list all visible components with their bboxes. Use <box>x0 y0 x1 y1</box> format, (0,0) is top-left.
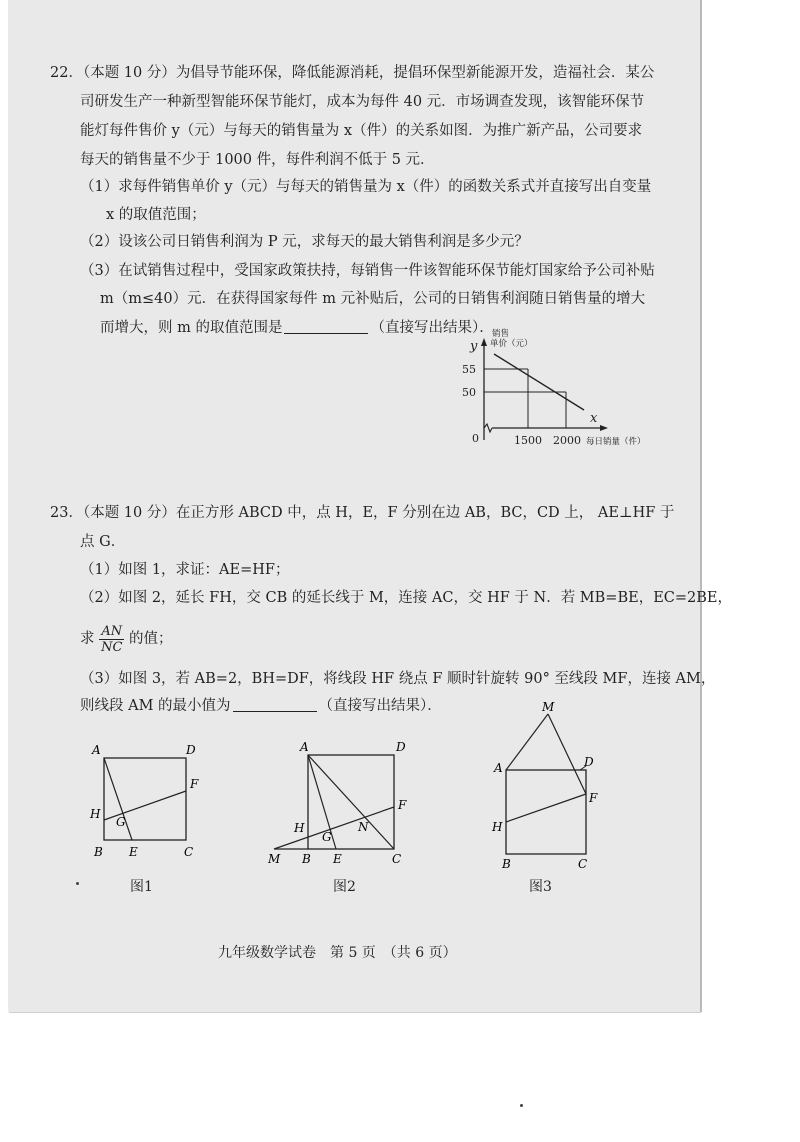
label-d: D <box>396 740 406 754</box>
tick-1500: 1500 <box>514 434 542 447</box>
label-e: E <box>129 845 138 859</box>
tick-50: 50 <box>462 386 476 399</box>
graph-xlabel: 每日销量（件） <box>586 437 646 447</box>
sheet-edge <box>700 0 702 1012</box>
tick-55: 55 <box>462 363 476 376</box>
q22-part3-line3 <box>100 319 494 337</box>
q22-line2: 司研发生产一种新型智能环保节能灯，成本为每件 40 元．市场调查发现，该智能环保节 <box>80 94 645 110</box>
label-g: G <box>116 815 126 829</box>
q23-part3-suffix: （直接写出结果）． <box>318 698 442 714</box>
graph-x-letter: x <box>590 411 598 426</box>
figure-2 <box>264 733 424 865</box>
graph-y-letter: y <box>470 339 478 354</box>
label-c: C <box>184 845 194 859</box>
tick-2000: 2000 <box>553 434 581 447</box>
page-footer: 九年级数学试卷 第 5 页 （共 6 页） <box>218 945 457 961</box>
q23-part2-ask <box>80 622 173 656</box>
x-axis-arrow <box>600 425 608 431</box>
label-f: F <box>398 798 407 812</box>
q23-part2: （2）如图 2，延长 FH，交 CB 的延长线于 M，连接 AC，交 HF 于 N．若 MB=BE，EC=2BE， <box>80 590 732 606</box>
label-n: N <box>358 820 369 834</box>
graph-ylabel-2: 单价（元） <box>490 339 533 349</box>
q22-answer-blank <box>284 319 368 334</box>
q22-line1: 22．（本题 10 分）为倡导节能环保，降低能源消耗，提倡环保型新能源开发，造福社会．某公 <box>50 65 655 81</box>
q22-line3: 能灯每件售价 y（元）与每天的销售量为 x（件）的关系如图．为推广新产品，公司要求 <box>80 123 643 139</box>
scan-speck <box>76 882 79 885</box>
label-f: F <box>589 791 598 805</box>
q23-line1: 23．（本题 10 分）在正方形 ABCD 中，点 H，E，F 分别在边 AB，BC，CD 上， AE⊥HF 于 <box>50 505 675 521</box>
graph-ylabel-1: 销售 <box>492 329 510 339</box>
q23-part3-line2 <box>80 697 442 715</box>
q23-part1: （1）如图 1，求证：AE=HF； <box>80 562 290 578</box>
label-b: B <box>502 857 511 870</box>
label-c: C <box>578 857 588 870</box>
label-b: B <box>94 845 103 859</box>
label-m: M <box>268 852 281 865</box>
scan-speck <box>520 1104 523 1107</box>
label-c: C <box>392 852 402 865</box>
q23-answer-blank <box>233 697 317 712</box>
figure-3-caption: 图3 <box>529 879 552 895</box>
tick-origin: 0 <box>472 432 479 445</box>
label-h: H <box>492 820 503 834</box>
label-a: A <box>300 740 309 754</box>
figure-1 <box>86 738 210 864</box>
label-d: D <box>186 743 196 757</box>
q22-part3-line2: m（m≤40）元．在获得国家每件 m 元补贴后，公司的日销售利润随日销售量的增大 <box>100 291 646 307</box>
label-h: H <box>90 807 101 821</box>
q23-part3-prefix: 则线段 AM 的最小值为 <box>80 698 231 714</box>
label-m: M <box>542 700 555 714</box>
label-d: D <box>584 755 594 769</box>
q23-ask-suffix: 的值； <box>129 631 173 647</box>
figure-1-caption: 图1 <box>130 879 153 895</box>
label-b: B <box>302 852 311 865</box>
q22-part2: （2）设该公司日销售利润为 P 元，求每天的最大销售利润是多少元？ <box>80 234 529 250</box>
axis-break <box>484 424 492 432</box>
figure-3 <box>488 700 612 870</box>
label-g: G <box>322 830 332 844</box>
segment-hf <box>506 794 586 822</box>
segment-am <box>506 714 548 770</box>
q22-part1-line1: （1）求每件销售单价 y（元）与每天的销售量为 x（件）的函数关系式并直接写出自变量 <box>80 179 652 195</box>
y-axis-arrow <box>481 338 487 346</box>
fraction-an-nc <box>99 624 124 655</box>
q22-part3-suffix: （直接写出结果）． <box>370 320 494 336</box>
price-volume-graph <box>440 322 670 452</box>
q23-part3-line1: （3）如图 3，若 AB=2，BH=DF，将线段 HF 绕点 F 顺时针旋转 90° 至线段 MF，连接 AM， <box>80 671 716 687</box>
square-abcd <box>506 770 586 854</box>
q23-line2: 点 G． <box>80 534 126 550</box>
figure-2-caption: 图2 <box>333 879 356 895</box>
label-f: F <box>190 777 199 791</box>
price-line <box>494 354 584 410</box>
q22-part3-line1: （3）在试销售过程中，受国家政策扶持，每销售一件该智能环保节能灯国家给予公司补贴 <box>80 263 655 279</box>
label-a: A <box>494 761 503 775</box>
q22-part3-prefix: 而增大，则 m 的取值范围是 <box>100 320 283 336</box>
label-e: E <box>333 852 342 865</box>
fraction-numerator: AN <box>101 623 123 639</box>
q23-ask-prefix: 求 <box>80 631 95 647</box>
segment-mf <box>548 714 586 794</box>
fraction-denominator: NC <box>101 639 123 655</box>
q22-part1-line2: x 的取值范围； <box>106 207 206 223</box>
label-a: A <box>92 743 101 757</box>
segment-ac <box>308 755 394 849</box>
label-h: H <box>294 821 305 835</box>
q22-line4: 每天的销售量不少于 1000 件，每件利润不低于 5 元． <box>80 152 435 168</box>
